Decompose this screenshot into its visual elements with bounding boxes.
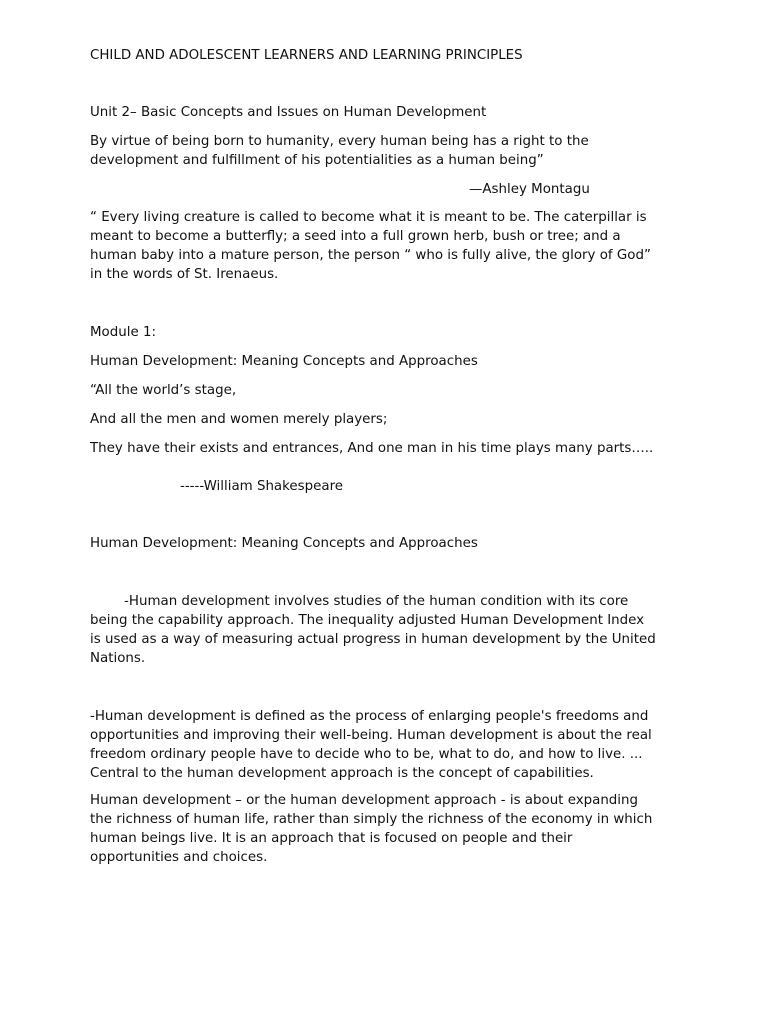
paragraph-definition bbox=[90, 707, 690, 783]
quote-line: in the words of St. Irenaeus. bbox=[90, 267, 279, 282]
module-label: Module 1: bbox=[90, 325, 156, 340]
section-heading: Human Development: Meaning Concepts and Approaches bbox=[90, 536, 478, 551]
paragraph-line: is used as a way of measuring actual progress in human development by the United bbox=[90, 632, 656, 647]
montagu-quote bbox=[90, 132, 690, 170]
paragraph-line: Human development – or the human development approach - is about expanding bbox=[90, 793, 639, 808]
paragraph-line: -Human development is defined as the process of enlarging people's freedoms and bbox=[90, 709, 649, 724]
quote-line: human baby into a mature person, the person “ who is fully alive, the glory of God” bbox=[90, 248, 651, 263]
paragraph-approach bbox=[90, 791, 690, 867]
paragraph-capability-approach bbox=[90, 592, 690, 668]
paragraph-line: Nations. bbox=[90, 651, 146, 666]
quote-line: By virtue of being born to humanity, every human being has a right to the bbox=[90, 134, 589, 149]
shakespeare-line: “All the world’s stage, bbox=[90, 383, 237, 398]
paragraph-line: being the capability approach. The inequality adjusted Human Development Index bbox=[90, 613, 645, 628]
paragraph-line: Central to the human development approach is the concept of capabilities. bbox=[90, 766, 594, 781]
quote-attribution-montagu: —Ashley Montagu bbox=[469, 182, 590, 197]
shakespeare-line: They have their exists and entrances, And one man in his time plays many parts….. bbox=[90, 441, 654, 456]
paragraph-line: opportunities and improving their well-being. Human development is about the real bbox=[90, 728, 652, 743]
quote-line: “ Every living creature is called to become what it is meant to be. The caterpillar is bbox=[90, 210, 647, 225]
irenaeus-quote bbox=[90, 208, 690, 284]
shakespeare-line: And all the men and women merely players; bbox=[90, 412, 388, 427]
module-title: Human Development: Meaning Concepts and Approaches bbox=[90, 354, 478, 369]
paragraph-line: human beings live. It is an approach that is focused on people and their bbox=[90, 831, 573, 846]
quote-line: development and fulfillment of his potentialities as a human being” bbox=[90, 153, 544, 168]
course-title: CHILD AND ADOLESCENT LEARNERS AND LEARNING PRINCIPLES bbox=[90, 48, 523, 63]
quote-line: meant to become a butterfly; a seed into a full grown herb, bush or tree; and a bbox=[90, 229, 621, 244]
paragraph-line: -Human development involves studies of the human condition with its core bbox=[90, 594, 629, 609]
paragraph-line: freedom ordinary people have to decide who to be, what to do, and how to live. ... bbox=[90, 747, 643, 762]
paragraph-line: opportunities and choices. bbox=[90, 850, 268, 865]
paragraph-line: the richness of human life, rather than simply the richness of the economy in which bbox=[90, 812, 653, 827]
quote-attribution-shakespeare: -----William Shakespeare bbox=[180, 479, 344, 494]
unit-heading: Unit 2– Basic Concepts and Issues on Human Development bbox=[90, 105, 487, 120]
